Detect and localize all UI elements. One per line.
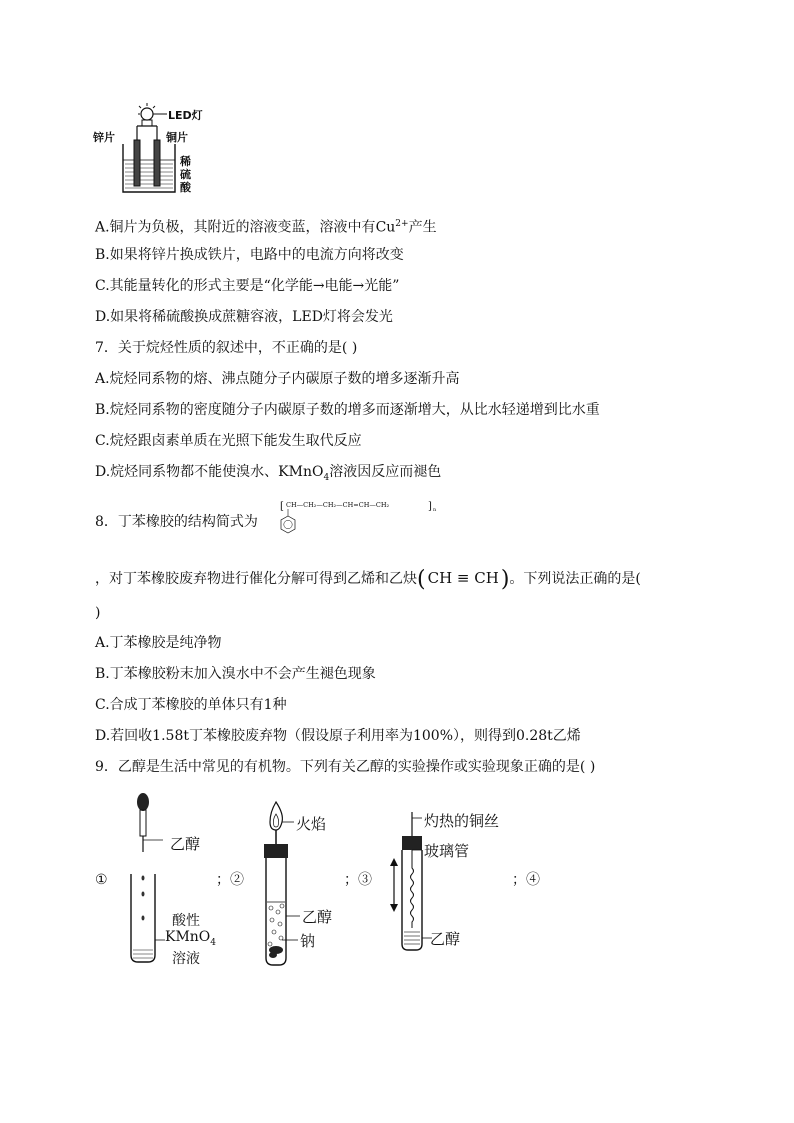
- q9-num-3: ；③: [344, 872, 372, 888]
- fig3-wire-label: 灼热的铜丝: [424, 812, 500, 830]
- q8-option-a: A.丁苯橡胶是纯净物: [95, 635, 222, 651]
- fig3-tube-label: 玻璃管: [424, 842, 470, 860]
- svg-text:[: [: [280, 501, 284, 512]
- flame-icon: [270, 802, 282, 830]
- svg-text:]: ]: [428, 501, 432, 512]
- svg-text:n: n: [433, 507, 437, 513]
- fig2-sodium-label: 钠: [300, 932, 316, 950]
- q8-stem: 8．丁苯橡胶的结构简式为: [95, 514, 258, 530]
- fig1-ethanol-label: 乙醇: [170, 835, 201, 853]
- benzene-ring-icon: [281, 516, 295, 533]
- polymer-chain: CH—CH₂—CH₂—CH=CH—CH₂: [286, 501, 390, 509]
- q6-option-b: B.如果将锌片换成铁片，电路中的电流方向将改变: [95, 247, 404, 263]
- q6-option-d: D.如果将稀硫酸换成蔗糖容液，LED灯将会发光: [95, 309, 393, 325]
- acetylene-formula: CH ≡ CH: [427, 569, 499, 587]
- acid-label: 稀 硫 酸: [180, 155, 191, 194]
- q8-option-d: D.若回收1.58t丁苯橡胶废弃物（假设原子利用率为100%），则得到0.28t乙烯: [95, 728, 581, 744]
- copper-label: 铜片: [166, 131, 188, 144]
- fig3-ethanol-label: 乙醇: [430, 930, 461, 948]
- q7-option-b: B.烷烃同系物的密度随分子内碳原子数的增多而逐渐增大，从比水轻递增到比水重: [95, 402, 600, 418]
- q7-stem: 7．关于烷烃性质的叙述中，不正确的是( ): [95, 340, 358, 356]
- zinc-label: 锌片: [93, 131, 115, 144]
- up-down-arrow-icon: [390, 858, 398, 912]
- q6-option-c: C.其能量转化的形式主要是“化学能→电能→光能”: [95, 278, 400, 294]
- q8-stem-3: ): [95, 605, 101, 621]
- led-label: LED灯: [168, 109, 203, 122]
- q9-num-2: ；②: [216, 872, 244, 888]
- q8-option-c: C.合成丁苯橡胶的单体只有1种: [95, 697, 287, 713]
- q7-option-c: C.烷烃跟卤素单质在光照下能发生取代反应: [95, 433, 362, 449]
- q7-option-d: D.烷烃同系物都不能使溴水、KMnO$_4$溶液因反应而褪色: [95, 464, 442, 483]
- fig2-ethanol-label: 乙醇: [302, 908, 333, 926]
- fig2-flame-label: 火焰: [296, 815, 327, 833]
- q8-option-b: B.丁苯橡胶粉末加入溴水中不会产生褪色现象: [95, 666, 376, 682]
- fig1-kmno4-label: KMnO$_4$: [165, 929, 217, 948]
- fig1-acidic-label: 酸性: [172, 913, 200, 929]
- fig1-solution-label: 溶液: [172, 951, 200, 967]
- led-bulb-icon: [138, 103, 155, 126]
- q9-num-1: ①: [95, 872, 108, 888]
- polymer-structure: [278, 496, 438, 546]
- q9-num-4: ；④: [512, 872, 540, 888]
- q9-stem: 9．乙醇是生活中常见的有机物。下列有关乙醇的实验操作或实验现象正确的是( ): [95, 759, 596, 775]
- q7-option-a: A.烷烃同系物的熔、沸点随分子内碳原子数的增多逐渐升高: [95, 371, 460, 387]
- q8-stem-2: ，对丁苯橡胶废弃物进行催化分解可得到乙烯和乙炔( CH ≡ CH)。下列说法正确的是(: [95, 567, 641, 592]
- q6-option-a: A.铜片为负极，其附近的溶液变蓝，溶液中有$Cu^{2+}$产生: [95, 219, 437, 236]
- dropper-icon: [137, 793, 149, 852]
